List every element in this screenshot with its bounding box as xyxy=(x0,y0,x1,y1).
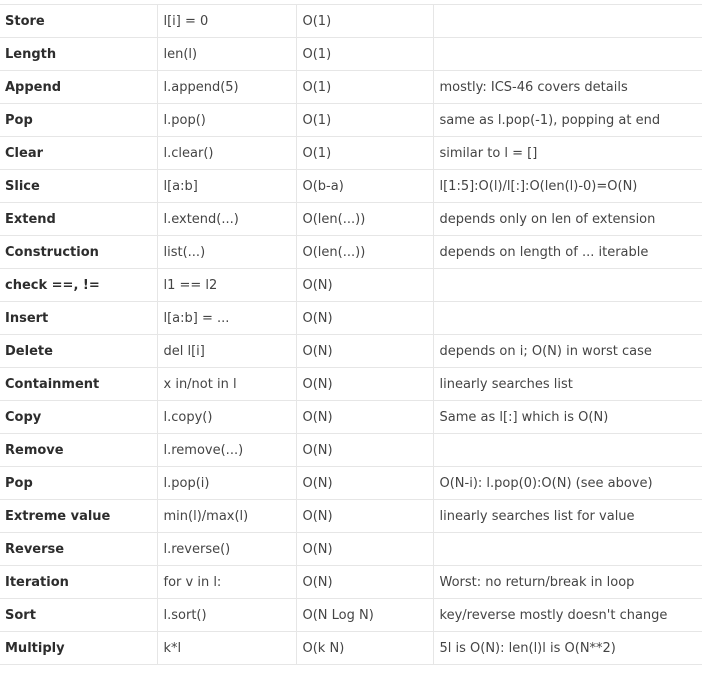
complexity-cell: O(N) xyxy=(296,566,433,599)
notes-cell xyxy=(433,434,702,467)
table-row xyxy=(0,302,702,335)
example-cell: l[i] = 0 xyxy=(157,5,296,38)
complexity-cell: O(1) xyxy=(296,137,433,170)
operation-cell: Delete xyxy=(0,335,157,368)
notes-cell: depends on i; O(N) in worst case xyxy=(433,335,702,368)
notes-cell: Worst: no return/break in loop xyxy=(433,566,702,599)
table-row xyxy=(0,467,702,500)
table-row xyxy=(0,269,702,302)
example-cell: l.copy() xyxy=(157,401,296,434)
table-row xyxy=(0,5,702,38)
operation-cell: Pop xyxy=(0,104,157,137)
notes-cell: mostly: ICS-46 covers details xyxy=(433,71,702,104)
example-cell: l1 == l2 xyxy=(157,269,296,302)
complexity-cell: O(b-a) xyxy=(296,170,433,203)
notes-cell: O(N-i): l.pop(0):O(N) (see above) xyxy=(433,467,702,500)
notes-cell xyxy=(433,5,702,38)
operation-cell: Pop xyxy=(0,467,157,500)
table-row xyxy=(0,368,702,401)
complexity-cell: O(len(...)) xyxy=(296,203,433,236)
table-row xyxy=(0,500,702,533)
operation-cell: Containment xyxy=(0,368,157,401)
complexity-cell: O(N) xyxy=(296,434,433,467)
operation-cell: check ==, != xyxy=(0,269,157,302)
table-row xyxy=(0,203,702,236)
example-cell: del l[i] xyxy=(157,335,296,368)
example-cell: l.remove(...) xyxy=(157,434,296,467)
complexity-cell: O(len(...)) xyxy=(296,236,433,269)
operation-cell: Length xyxy=(0,38,157,71)
operation-cell: Slice xyxy=(0,170,157,203)
operation-cell: Iteration xyxy=(0,566,157,599)
table-row xyxy=(0,71,702,104)
operation-cell: Extend xyxy=(0,203,157,236)
notes-cell: 5l is O(N): len(l)l is O(N**2) xyxy=(433,632,702,665)
operation-cell: Sort xyxy=(0,599,157,632)
complexity-cell: O(N) xyxy=(296,302,433,335)
notes-cell: Same as l[:] which is O(N) xyxy=(433,401,702,434)
example-cell: list(...) xyxy=(157,236,296,269)
operation-cell: Insert xyxy=(0,302,157,335)
complexity-cell: O(1) xyxy=(296,38,433,71)
table-row xyxy=(0,137,702,170)
table-row xyxy=(0,236,702,269)
table-body xyxy=(0,5,702,665)
notes-cell xyxy=(433,38,702,71)
list-complexity-table xyxy=(0,4,702,665)
notes-cell xyxy=(433,302,702,335)
notes-cell xyxy=(433,269,702,302)
complexity-cell: O(N) xyxy=(296,368,433,401)
example-cell: l.append(5) xyxy=(157,71,296,104)
table-row xyxy=(0,104,702,137)
example-cell: l.clear() xyxy=(157,137,296,170)
complexity-cell: O(N Log N) xyxy=(296,599,433,632)
example-cell: l.extend(...) xyxy=(157,203,296,236)
operation-cell: Extreme value xyxy=(0,500,157,533)
complexity-cell: O(1) xyxy=(296,5,433,38)
table-row xyxy=(0,170,702,203)
operation-cell: Construction xyxy=(0,236,157,269)
example-cell: min(l)/max(l) xyxy=(157,500,296,533)
complexity-cell: O(k N) xyxy=(296,632,433,665)
complexity-cell: O(N) xyxy=(296,533,433,566)
operation-cell: Append xyxy=(0,71,157,104)
table-row xyxy=(0,434,702,467)
complexity-cell: O(N) xyxy=(296,335,433,368)
notes-cell: linearly searches list xyxy=(433,368,702,401)
complexity-cell: O(1) xyxy=(296,104,433,137)
table-row xyxy=(0,335,702,368)
example-cell: l.pop(i) xyxy=(157,467,296,500)
operation-cell: Copy xyxy=(0,401,157,434)
notes-cell: l[1:5]:O(l)/l[:]:O(len(l)-0)=O(N) xyxy=(433,170,702,203)
operation-cell: Clear xyxy=(0,137,157,170)
example-cell: l.pop() xyxy=(157,104,296,137)
example-cell: len(l) xyxy=(157,38,296,71)
table-row xyxy=(0,38,702,71)
example-cell: l[a:b] = ... xyxy=(157,302,296,335)
table-row xyxy=(0,632,702,665)
notes-cell: same as l.pop(-1), popping at end xyxy=(433,104,702,137)
operation-cell: Store xyxy=(0,5,157,38)
notes-cell: key/reverse mostly doesn't change xyxy=(433,599,702,632)
notes-cell: linearly searches list for value xyxy=(433,500,702,533)
table-row xyxy=(0,533,702,566)
complexity-cell: O(N) xyxy=(296,500,433,533)
example-cell: l[a:b] xyxy=(157,170,296,203)
example-cell: l.sort() xyxy=(157,599,296,632)
table-row xyxy=(0,599,702,632)
complexity-cell: O(N) xyxy=(296,269,433,302)
example-cell: for v in l: xyxy=(157,566,296,599)
operation-cell: Reverse xyxy=(0,533,157,566)
complexity-cell: O(1) xyxy=(296,71,433,104)
example-cell: x in/not in l xyxy=(157,368,296,401)
operation-cell: Multiply xyxy=(0,632,157,665)
table-row xyxy=(0,401,702,434)
complexity-cell: O(N) xyxy=(296,401,433,434)
notes-cell: similar to l = [] xyxy=(433,137,702,170)
table-row xyxy=(0,566,702,599)
example-cell: l.reverse() xyxy=(157,533,296,566)
complexity-cell: O(N) xyxy=(296,467,433,500)
operation-cell: Remove xyxy=(0,434,157,467)
example-cell: k*l xyxy=(157,632,296,665)
notes-cell: depends on length of ... iterable xyxy=(433,236,702,269)
notes-cell xyxy=(433,533,702,566)
notes-cell: depends only on len of extension xyxy=(433,203,702,236)
